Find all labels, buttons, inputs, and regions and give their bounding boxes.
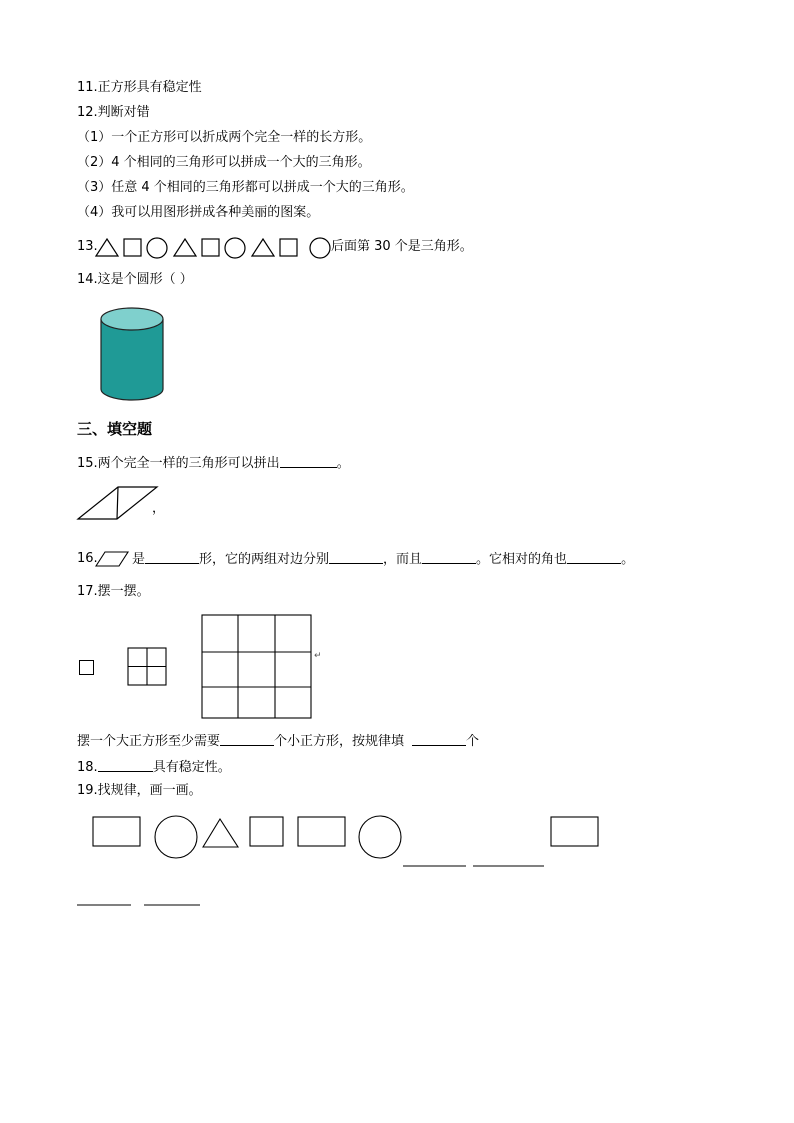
q18-blank[interactable] [98, 758, 153, 772]
q16-blank-1[interactable] [145, 550, 199, 564]
parallelogram-figure [77, 486, 159, 520]
q12-item-1: （1）一个正方形可以折成两个完全一样的长方形。 [77, 130, 372, 145]
q17-blank-2[interactable] [412, 732, 466, 746]
square-shape [124, 239, 141, 256]
q17-title: 17.摆一摆。 [77, 584, 150, 599]
grid-3x3-figure [201, 614, 313, 720]
q16-part-1: 是 [132, 552, 146, 567]
circle-shape [225, 238, 245, 258]
q13-shape-sequence [94, 236, 334, 258]
q15-comma: ， [152, 501, 166, 516]
q15-text-b: 。 [336, 456, 350, 471]
q18-text: 具有稳定性。 [152, 760, 231, 775]
q16-blank-4[interactable] [567, 550, 621, 564]
small-parallelogram-icon [95, 551, 129, 567]
rectangle-shape [93, 817, 140, 846]
q11-statement: 11.正方形具有稳定性 [77, 80, 202, 95]
rectangle-shape [298, 817, 345, 846]
cylinder-figure [98, 305, 166, 403]
q16-line [132, 550, 634, 569]
q12-item-2: （2）4 个相同的三角形可以拼成一个大的三角形。 [77, 155, 371, 170]
square-shape [280, 239, 297, 256]
q19-pattern-figures [90, 814, 610, 914]
square-shape [250, 817, 283, 846]
square-shape [202, 239, 219, 256]
triangle-shape [203, 819, 238, 847]
q15-text-a: 15.两个完全一样的三角形可以拼出 [77, 456, 280, 471]
q17-text-c: 个 [466, 734, 480, 749]
circle-shape [310, 238, 330, 258]
q19-title: 19.找规律，画一画。 [77, 783, 202, 798]
q15-line [77, 454, 350, 473]
q16-blank-2[interactable] [329, 550, 383, 564]
q12-item-3: （3）任意 4 个相同的三角形都可以拼成一个大的三角形。 [77, 180, 414, 195]
q13-text: 后面第 30 个是三角形。 [331, 239, 473, 254]
circle-shape [147, 238, 167, 258]
circle-shape [155, 816, 197, 858]
q16-part-5: 。 [621, 552, 635, 567]
triangle-shape [252, 239, 274, 256]
q18-number: 18. [77, 760, 98, 775]
q14-statement: 14.这是个圆形（ ） [77, 272, 193, 287]
q16-part-4: 。它相对的角也 [476, 552, 568, 567]
circle-shape [359, 816, 401, 858]
q18-line [77, 758, 231, 777]
q17-text-b: 个小正方形，按规律填 [274, 734, 405, 749]
q17-blank-1[interactable] [220, 732, 274, 746]
single-square-figure [79, 660, 95, 676]
q16-blank-3[interactable] [422, 550, 476, 564]
q13-number: 13. [77, 239, 98, 254]
return-mark-icon: ↵ [314, 651, 322, 661]
q12-title: 12.判断对错 [77, 105, 150, 120]
triangle-shape [96, 239, 118, 256]
q16-part-3: ，而且 [383, 552, 423, 567]
q16-number: 16. [77, 551, 98, 566]
q17-fill-line [77, 732, 479, 751]
triangle-shape [174, 239, 196, 256]
rectangle-shape [551, 817, 598, 846]
q17-text-a: 摆一个大正方形至少需要 [77, 734, 221, 749]
q15-answer-blank[interactable] [280, 454, 337, 468]
q16-part-2: 形，它的两组对边分别 [199, 552, 330, 567]
section-3-heading: 三、填空题 [77, 420, 153, 438]
grid-2x2-figure [127, 647, 169, 687]
q12-item-4: （4）我可以用图形拼成各种美丽的图案。 [77, 205, 320, 220]
